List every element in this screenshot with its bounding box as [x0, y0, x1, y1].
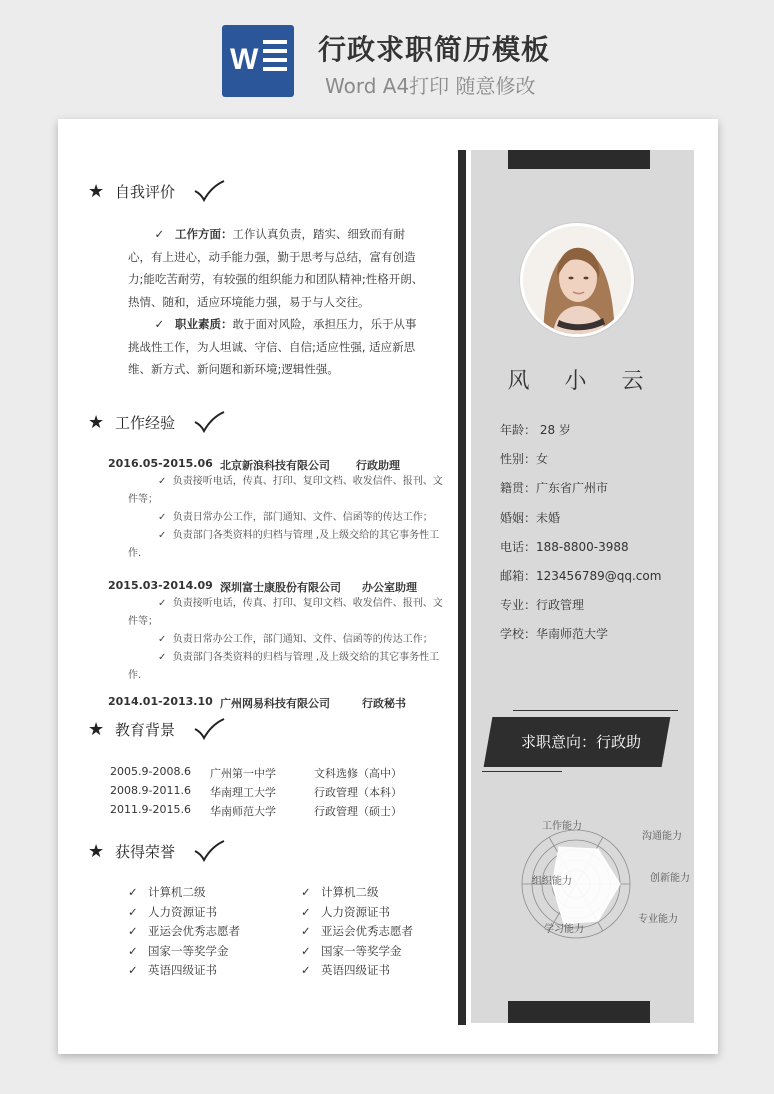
job-duty	[128, 473, 446, 509]
job-company: 广州网易科技有限公司	[220, 697, 330, 710]
honor-item: ✓ 亚运会优秀志愿者	[301, 922, 441, 942]
check-icon: ✓	[158, 652, 173, 663]
self-eval-work-label: 工作方面：	[175, 227, 233, 241]
check-icon: ✓	[154, 317, 176, 331]
check-icon: ✓	[128, 885, 138, 899]
info-row-gender	[500, 450, 690, 479]
job-company: 北京新浪科技有限公司	[220, 459, 330, 472]
info-label: 专业：	[500, 598, 537, 613]
job-duty	[128, 631, 446, 649]
section-education	[88, 717, 225, 741]
duty-text: 负责部门各类资料的归档与管理 ,及上级交给的其它事务性工作.	[128, 530, 440, 559]
duty-text: 负责接听电话，传真、打印、复印文档、收发信件、报刊、文件等；	[128, 476, 443, 505]
info-value: 广东省广州市	[536, 481, 609, 496]
info-row-age	[500, 421, 690, 450]
info-row-hometown	[500, 479, 690, 508]
job-duty	[128, 595, 446, 631]
star-icon: ★	[88, 718, 105, 740]
check-icon: ✓	[301, 963, 311, 977]
radar-label: 专业能力	[638, 914, 678, 925]
duty-text: 负责接听电话，传真、打印、复印文档、收发信件、报刊、文件等；	[128, 598, 443, 627]
info-value: 123456789@qq.com	[536, 568, 662, 583]
job-title: 办公室助理	[362, 581, 417, 594]
star-icon: ★	[88, 840, 105, 862]
check-icon: ✓	[158, 530, 173, 541]
honor-item: ✓ 计算机二级	[301, 883, 441, 903]
radar-label: 学习能力	[544, 924, 584, 935]
edu-period: 2011.9-2015.6	[110, 803, 191, 816]
check-icon: ✓	[158, 512, 173, 523]
check-icon: ✓	[301, 885, 311, 899]
check-icon: ✓	[128, 904, 138, 919]
job-period: 2015.03-2014.09	[108, 579, 213, 592]
self-eval-work-text: 工作认真负责，踏实、细致而有耐心，有上进心，动手能力强，勤于思考与总结，富有创造力;能吃苦耐劳，有较强的组织能力和团队精神;性格开朗、热情、随和，适应环境能力强，易于与人交往。	[128, 227, 424, 309]
info-label: 婚姻：	[500, 510, 537, 525]
job-duty	[128, 527, 446, 563]
honor-item: ✓ 英语四级证书	[301, 961, 441, 981]
resume-page	[58, 119, 718, 1054]
check-icon: ✓	[128, 963, 138, 977]
job-period: 2014.01-2013.10	[108, 695, 213, 708]
info-value: 188-8800-3988	[536, 539, 629, 554]
panel-top-tab	[508, 150, 650, 169]
intent-rule-bottom	[482, 771, 562, 772]
honor-item: ✓ 人力资源证书	[301, 903, 441, 923]
portrait-image	[523, 226, 631, 334]
edu-period: 2008.9-2011.6	[110, 784, 191, 797]
honor-item: ✓ 人力资源证书	[128, 903, 258, 923]
section-honors	[88, 839, 225, 863]
info-row-marital	[500, 509, 690, 538]
honor-item: ✓ 国家一等奖学金	[128, 942, 258, 962]
edu-school: 华南理工大学	[210, 786, 276, 799]
info-label: 学校：	[500, 627, 537, 642]
check-icon: ✓	[158, 598, 173, 609]
checkmark-icon	[193, 179, 225, 203]
info-value: 华南师范大学	[536, 627, 609, 642]
check-icon: ✓	[128, 943, 138, 958]
section-title: 获得荣誉	[115, 842, 176, 861]
info-row-major	[500, 596, 690, 625]
intent-text: 求职意向：行政助	[520, 733, 641, 751]
intent-rule-top	[513, 710, 678, 711]
check-icon: ✓	[154, 227, 176, 241]
banner-subtitle: Word A4打印 随意修改	[325, 74, 536, 98]
info-label: 性别：	[500, 452, 537, 467]
info-row-school	[500, 625, 690, 654]
edu-school: 华南师范大学	[210, 805, 276, 818]
info-value: 28 岁	[536, 423, 571, 437]
checkmark-icon	[193, 839, 225, 863]
job-duty	[128, 509, 446, 527]
check-icon: ✓	[158, 476, 173, 487]
honor-item: ✓ 国家一等奖学金	[301, 942, 441, 962]
checkmark-icon	[193, 410, 225, 434]
section-work	[88, 410, 225, 434]
word-logo	[222, 25, 294, 97]
banner-title: 行政求职简历模板	[318, 33, 551, 66]
info-label: 年龄：	[500, 423, 537, 437]
word-logo-lines	[263, 40, 287, 76]
section-title: 教育背景	[115, 720, 176, 739]
job-duty	[128, 649, 446, 685]
skills-radar	[470, 809, 692, 959]
job-period: 2016.05-2015.06	[108, 457, 213, 470]
checkmark-icon	[193, 717, 225, 741]
duty-text: 负责部门各类资料的归档与管理 ,及上级交给的其它事务性工作.	[128, 652, 440, 681]
duty-text: 负责日常办公工作，部门通知、文件、信函等的传达工作；	[172, 512, 433, 523]
vertical-divider	[458, 150, 466, 1025]
star-icon: ★	[88, 411, 105, 433]
job-company: 深圳富士康股份有限公司	[220, 581, 341, 594]
honors-left	[128, 883, 258, 981]
check-icon: ✓	[301, 924, 311, 938]
panel-bottom-tab	[508, 1001, 650, 1023]
info-value: 行政管理	[536, 598, 585, 613]
star-icon: ★	[88, 180, 105, 202]
check-icon: ✓	[158, 634, 173, 645]
edu-major: 行政管理（硕士）	[314, 805, 402, 818]
info-row-phone	[500, 538, 690, 567]
radar-label: 创新能力	[650, 873, 690, 884]
word-logo-letter: W	[230, 43, 259, 76]
candidate-name: 风 小 云	[507, 369, 658, 394]
honor-item: ✓ 计算机二级	[128, 883, 258, 903]
duty-text: 负责日常办公工作，部门通知、文件、信函等的传达工作；	[172, 634, 433, 645]
section-title: 自我评价	[115, 182, 176, 201]
honor-item: ✓ 英语四级证书	[128, 961, 258, 981]
self-eval-quality-label: 职业素质：	[175, 317, 233, 331]
avatar	[520, 223, 634, 337]
check-icon: ✓	[301, 943, 311, 958]
check-icon: ✓	[128, 924, 138, 938]
info-label: 邮箱：	[500, 568, 537, 583]
edu-school: 广州第一中学	[210, 767, 276, 780]
profile-info	[500, 421, 690, 655]
job-title: 行政助理	[356, 459, 400, 472]
info-label: 电话：	[500, 539, 537, 554]
honor-item: ✓ 亚运会优秀志愿者	[128, 922, 258, 942]
radar-label: 工作能力	[542, 821, 582, 832]
self-eval-work	[128, 223, 428, 313]
top-banner	[0, 0, 774, 115]
info-value: 未婚	[536, 510, 561, 525]
edu-major: 文科选修（高中）	[314, 767, 402, 780]
edu-period: 2005.9-2008.6	[110, 765, 191, 778]
info-value: 女	[536, 452, 549, 467]
honors-right	[301, 883, 441, 981]
job-title: 行政秘书	[362, 697, 406, 710]
section-self-eval	[88, 179, 225, 203]
info-label: 籍贯：	[500, 481, 537, 496]
self-eval-quality	[128, 313, 428, 381]
self-eval-quality-text: 敢于面对风险，承担压力，乐于从事挑战性工作，为人坦诚、守信、自信;适应性强, 适应新思维、新方式、新问题和新环境;逻辑性强。	[128, 317, 417, 376]
edu-major: 行政管理（本科）	[314, 786, 402, 799]
info-row-email	[500, 567, 690, 596]
radar-label: 沟通能力	[642, 831, 682, 842]
check-icon: ✓	[301, 904, 311, 919]
section-title: 工作经验	[115, 413, 176, 432]
radar-label: 组织能力	[532, 876, 572, 887]
